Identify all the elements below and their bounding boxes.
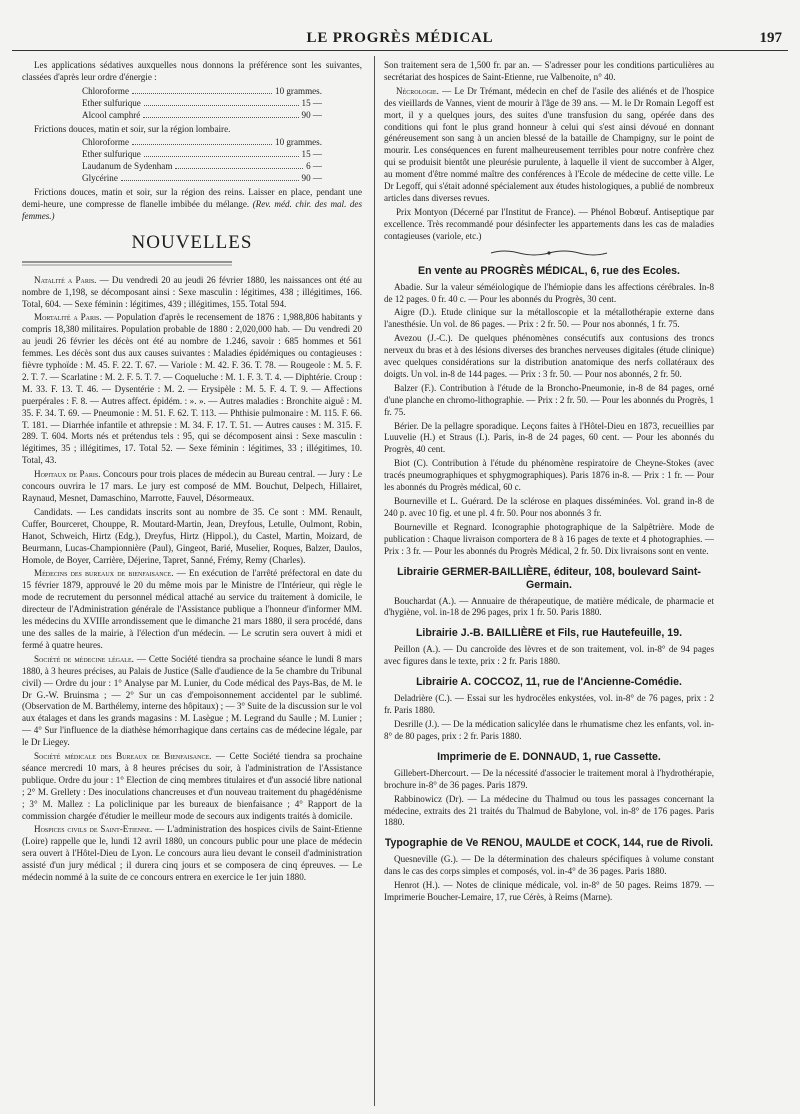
- news-hospices: [22, 824, 362, 884]
- frictions-note-2: [22, 187, 362, 223]
- quantity: 6 —: [306, 161, 322, 172]
- ingredient: Laudanum de Sydenham: [82, 161, 173, 172]
- header-rule: [12, 50, 788, 51]
- news-heading: Mortalité a Paris.: [34, 312, 102, 323]
- book-entry: Bérier. De la pellagre sporadique. Leçons faites à l'Hôtel-Dieu en 1873, recueillies par Luuvelie (H.) et Straus (I.). Paris, in-8 de 24 pages, 60 cent. — Pour les abonnés du Progrès, 40 cent.: [384, 420, 714, 455]
- leader-dots: [143, 117, 298, 118]
- news-body: — L'administration des hospices civils de Saint-Etienne (Loire) rappelle que le, lundi 12 avril 1880, un concours public pour une place de médecin sera ouvert à l'Hôtel-Dieu de Lyon. Le concours aura lieu devant le conseil d'administration assisté d'un jury médical ; il durera cinq jours et se composera de cinq épreuves. — Le médecin nommé à la suite de ce concours entrera en exercice le 1er juin 1880.: [22, 824, 362, 883]
- right-column: [384, 60, 714, 1105]
- prescription-line: [82, 161, 322, 173]
- ornament-divider: [489, 249, 609, 257]
- running-title: LE PROGRÈS MÉDICAL: [306, 30, 494, 46]
- intro-paragraph: Les applications sédatives auxquelles nous donnons la préférence sont les suivantes, classées d'après leur ordre d'énergie :: [22, 60, 362, 82]
- news-mortalite: [22, 312, 362, 467]
- ingredient: Ether sulfurique: [82, 97, 141, 108]
- news-body: — Population d'après le recensement de 1876 : 1,988,806 habitants y compris 18,380 militaires. Population probable de 1880 : 2,020,000 hab. — Du vendredi 20 au jeudi 26 février les décès ont été au nombre de 1.246, savoir : 685 hommes et 561 femmes. Les décès sont dus aux causes suivantes : Maladies épidémiques ou contagieuses : fièvre typhoïde : M. 45. F. 22. T. 67. — Variole : M. 42. F. 36. T. 78. — Rougeole : M. 5. F. 2. T. 7. — Scarlatine : M. 2. F. 5. T. 7. — Coqueluche : M. 1. F. 3. T. 4. — Diphtérie. Croup : M. 33. F. 13. T. 46. — Dysentérie : M. 2. — Erysipèle : M. 5. F. 4. T. 9. — Affections puerpérales : F. 8. — Autres affect. épidém. : ». ». — Autres maladies : Bronchite aiguë : M. 35. F. 34. T. 69. — Pneumonie : M. 51. F. 62. T. 113. — Phthisie pulmonaire : M. 115. F. 66. T. 181. — Diarrhée infantile et athrepsie : M. 34. F. 17. T. 51. — Autres causes : M. 315. F. 289. T. 604. Morts nés et prétendus tels : 95, qui se décomposent ainsi : Sexe masculin : légitimes, 35 ; illégitimes, 17. Total 52. — Sexe féminin : légitimes, 33 ; illégitimes, 10. Total, 43.: [22, 312, 362, 466]
- book-entry: Abadie. Sur la valeur séméiologique de l'hémiopie dans les affections cérébrales. In-8 de 12 pages. 0 fr. 40 c. — Pour les abonnés du Progrès, 30 cent.: [384, 281, 714, 304]
- publisher-heading: Librairie J.-B. BAILLIÈRE et Fils, rue Hautefeuille, 19.: [415, 627, 683, 640]
- news-candidats: Candidats. — Les candidats inscrits sont au nombre de 35. Ce sont : MM. Renault, Cuffer, Bourceret, Chouppe, R. Moutard-Martin, Jean, Dreyfous, Letulle, Oulmont, Robin, Hanot, Schweich, Hirtz (Edg.), Dreyfus, Hirtz (Hippol.), du Castel, Martin, Moizard, de Beurmann, Lucas-Championnière (Paul), Gingeot, Barié, Muselier, Roques, Balzer, Daulos, Homole, de Boyer, Carrière, Déjerine, Tapret, Sanné, Frémy, Remy (Charles).: [22, 506, 362, 565]
- column-divider: [374, 56, 375, 1106]
- prescription-line: [82, 98, 322, 110]
- news-societe-medecine-legale: [22, 654, 362, 749]
- news-heading: Nécrologie.: [396, 85, 439, 96]
- prescription-line: [82, 137, 322, 149]
- news-natalite: [22, 275, 362, 311]
- news-body: — Le Dr Trémant, médecin en chef de l'asile des aliénés et de l'hospice des vieillards de Vannes, vient de mourir à l'âge de 39 ans. — M. le Dr Romain Legoff est mort, il y a quelques jours, des suites d'une transfusion du sang, opérée dans des conditions qui font le plus grand honneur à celui qui s'est ainsi dévoué en donnant généreusement son sang à un ancien blessé de la bataille de Champigny, sur le point de mourir. Les conséquences en furent malheureusement terribles pour notre confrère chez qui se produisit bientôt une pleurésie purulente, à laquelle il vient de succomber à Alger, au moment d'être nommé maître des conférences à l'Ecole de médecine de cette ville. Le Dr Legoff, qui s'était adonné spécialement aux études histologiques, a publié de nombreux articles dans diverses revues.: [384, 85, 714, 203]
- publisher-heading: Librairie GERMER-BAILLIÈRE, éditeur, 108, boulevard Saint-Germain.: [397, 565, 701, 591]
- quantity: 10 grammes.: [275, 137, 322, 148]
- book-entry: Bourneville et Regnard. Iconographie photographique de la Salpêtrière. Mode de publication : Chaque livraison comportera de 8 à 16 pages de texte et 4 photographies. — Prix : 3 fr. — Pour les abonnés du Progrès Médical, 2 fr. 50. Dix livraisons sont en vente.: [384, 521, 714, 556]
- news-hopitaux: [22, 469, 362, 505]
- book-entry: Bourneville et L. Guérard. De la sclérose en plaques disséminées. Vol. grand in-8 de 240 p. avec 10 fig. et une pl. 4 fr. 50. Pour nos abonnés 3 fr.: [384, 496, 714, 518]
- quantity: 15 —: [301, 97, 322, 108]
- book-entry: Avezou (J.-C.). De quelques phénomènes consécutifs aux contusions des troncs nerveux du bras et à des lésions diverses des branches nerveuses digitales (étude clinique) avec quelques considérations sur la distribution anatomique des nerfs collatéraux des doigts. Un vol. in-8 de 144 pages. — Prix : 3 fr. 50. — Pour nos abonnés, 2 fr. 50.: [384, 333, 714, 379]
- book-entry: Rabbinowicz (Dr). — La médecine du Thalmud ou tous les passages concernant la médecine, extraits des 21 traités du Thalmud de Babylone, vol. in-8° de 176 pages. Paris 1880.: [384, 793, 714, 828]
- frictions-reference: (Rev. méd. chir. des mal. des femmes.): [22, 198, 362, 221]
- news-body: Concours pour trois places de médecin au Bureau central. — Jury : Le concours ouvrira le 17 mars. Le jury est composé de MM. Bouchut, Delpech, Hillairet, Raynaud, Mesnet, Damaschino, Marrotte, Fauvel, Désormeaux.: [22, 469, 362, 503]
- ingredient: Ether sulfurique: [82, 149, 141, 160]
- publisher-heading: Librairie A. COCCOZ, 11, rue de l'Ancienne-Comédie.: [416, 676, 682, 689]
- section-title-nouvelles: NOUVELLES: [131, 231, 253, 253]
- leader-dots: [144, 105, 299, 106]
- book-entry: Peillon (A.). — Du cancroïde des lèvres et de son traitement, vol. in-8° de 94 pages avec figures dans le texte, prix : 2 fr. Paris 1880.: [384, 644, 714, 667]
- news-body: — Du vendredi 20 au jeudi 26 février 1880, les naissances ont été au nombre de 1,198, se décomposant ainsi : Sexe masculin : légitimes, 438 ; illégitimes, 166. Total, 604. — Sexe féminin : légitimes, 439 ; illégitimes, 155. Total 594.: [22, 274, 362, 309]
- news-societe-bienfaisance: [22, 751, 362, 822]
- prix-montyon-ad: Prix Montyon (Décerné par l'Institut de France). — Phénol Bobœuf. Antiseptique par excellence. Très recommandé pour désinfecter les appartements dans les cas de maladies contagieuses (variole, etc.): [384, 206, 714, 241]
- news-heading: Hospices civils de Saint-Etienne.: [34, 824, 153, 835]
- prescription-line: [82, 173, 322, 185]
- leader-dots: [132, 144, 272, 145]
- news-body: — Cette Société tiendra sa prochaine séance mercredi 10 mars, à 8 heures précises du soir, à l'administration de l'Assistance publique. Ordre du jour : 1° Election de cinq membres titulaires et d'un associé libre national ; 2° M. Grellety : Des inoculations chancreuses et d'un nouveau traitement du phagédénisme ; 3° M. Mallez : La policlinique par les bureaux de bienfaisance ; 4° Rapport de la commission chargée d'étudier le meilleur mode de secours aux indigents traités à domicile.: [22, 751, 362, 821]
- page-number: 197: [759, 30, 782, 46]
- publisher-heading: Typographie de Ve RENOU, MAULDE et COCK, 144, rue de Rivoli.: [384, 837, 714, 850]
- news-heading: Natalité a Paris.: [34, 274, 97, 285]
- publisher-heading: Imprimerie de E. DONNAUD, 1, rue Cassette.: [437, 750, 661, 763]
- news-heading: Société médicale des Bureaux de Bienfaisance.: [34, 751, 212, 762]
- book-entry: Balzer (F.). Contribution à l'étude de la Broncho-Pneumonie, in-8 de 84 pages, orné d'une planche en chromo-lithographie. — Prix : 2 fr. 50. — Pour les abonnés du Progrès, 1 fr. 75.: [384, 382, 714, 417]
- leader-dots: [121, 180, 299, 181]
- news-body: — Cette Société tiendra sa prochaine séance le lundi 8 mars 1880, à 3 heures précises, au Palais de Justice (Salle d'audience de la 5e chambre du Tribunal civil) — Ordre du jour : 1° Analyse par M. Lunier, du Code médical des Pays-Bas, de M. le Dr G.-W. Bruinsma ; — 2° Sur un cas d'empoisonnement accidentel par le sublimé. (Observation de M. Barthélemy, interne des hôpitaux) ; — 3° Suite de la discussion sur le vol aux étalages et dans les grands magasins : M. Lasègue ; M. Legrand du Saulle ; M. Lunier ; — 4° Sur l'influence de la diathèse hémorrhagique dans certains cas de médecine légale, par le Dr Liegey.: [22, 653, 362, 748]
- ingredient: Glycérine: [82, 173, 118, 184]
- leader-dots: [144, 156, 299, 157]
- book-entry: Henrot (H.). — Notes de clinique médicale, vol. in-8° de 50 pages. Reims 1879. — Imprimerie Boucher-Lemaire, 17, rue Cérès, à Reims (Marne).: [384, 880, 714, 903]
- book-entry: Biot (C). Contribution à l'étude du phénomène respiratoire de Cheyne-Stokes (avec tracés pneumographiques et sphygmographiques). Paris 1876 in-8. — Prix : 1 fr. — Pour les abonnés du Progrès médical, 60 c.: [384, 458, 714, 493]
- left-column: [22, 60, 362, 1105]
- ingredient: Alcool camphré: [82, 109, 141, 120]
- news-medecins: [22, 568, 362, 651]
- ingredient: Chloroforme: [82, 137, 129, 148]
- frictions-note-1: Frictions douces, matin et soir, sur la région lombaire.: [34, 123, 231, 134]
- book-entry: Aigre (D.). Etude clinique sur la métalloscopie et la métallothérapie externe dans l'anesthésie. Un vol. de 86 pages. — Prix : 2 fr. 50. — Pour nos abonnés, 1 fr. 75.: [384, 307, 714, 330]
- quantity: 10 grammes.: [275, 85, 322, 96]
- title-double-rule: [22, 261, 232, 267]
- prescription-1: [22, 86, 362, 122]
- frictions-text: Frictions douces, matin et soir, sur la région des reins. Laisser en place, pendant une demi-heure, une compresse de flanelle imbibée du mélange.: [22, 187, 362, 209]
- news-heading: Médecins des bureaux de bienfaisance.: [34, 568, 174, 579]
- book-entry: Deladrière (C.). — Essai sur les hydrocèles enkystées, vol. in-8° de 76 pages, prix : 2 fr. Paris 1880.: [384, 693, 714, 716]
- leader-dots: [132, 93, 272, 94]
- page-header: [0, 0, 800, 52]
- prescription-line: [82, 110, 322, 122]
- leader-dots: [175, 168, 303, 169]
- necrologie: [384, 86, 714, 205]
- book-entry: Gillebert-Dhercourt. — De la nécessité d'associer le traitement moral à l'hydrothérapie, brochure in-8° de 36 pages. Paris 1879.: [384, 767, 714, 790]
- news-body: — En exécution de l'arrêté préfectoral en date du 15 février 1879, approuvé le 20 du même mois par le Ministre de l'Intérieur, qui règle le mode de recrutement du personnel médical attaché au service du traitement à domicile, le directeur de l'Administration générale de l'Assistance publique a l'honneur d'informer MM. les médecins du XVIIIe arrondissement que le dimanche 21 mars 1880, il sera procédé, dans une des salles de la mairie, à l'élection d'un médecin. — Le scrutin sera ouvert à midi et fermé à quatre heures.: [22, 568, 362, 650]
- publisher-heading: En vente au PROGRÈS MÉDICAL, 6, rue des Ecoles.: [418, 264, 680, 277]
- prescription-line: [82, 149, 322, 161]
- quantity: 15 —: [301, 149, 322, 160]
- publications-list: [384, 265, 714, 904]
- continuation-paragraph: Son traitement sera de 1,500 fr. par an. — S'adresser pour les conditions particulières au secrétariat des hospices de Saint-Etienne, rue Valbenoite, n° 40.: [384, 60, 714, 82]
- prescription-2: [22, 137, 362, 185]
- quantity: 90 —: [301, 173, 322, 184]
- book-entry: Quesneville (G.). — De la détermination des chaleurs spécifiques à volume constant dans le cas des corps simples et composés, vol. in-4° de 36 pages. Paris 1880.: [384, 854, 714, 877]
- quantity: 90 —: [301, 109, 322, 120]
- prescription-line: [82, 86, 322, 98]
- book-entry: Desrille (J.). — De la médication salicylée dans le rhumatisme chez les enfants, vol. in-8° de 80 pages, prix : 2 fr. Paris 1880.: [384, 718, 714, 741]
- news-heading: Société de médecine légale.: [34, 653, 134, 664]
- book-entry: Bouchardat (A.). — Annuaire de thérapeutique, de matière médicale, de pharmacie et d'hygiène, vol. in-18 de 296 pages, prix 1 fr. 50. Paris 1880.: [384, 595, 714, 618]
- news-heading: Hopitaux de Paris.: [34, 469, 101, 480]
- ingredient: Chloroforme: [82, 85, 129, 96]
